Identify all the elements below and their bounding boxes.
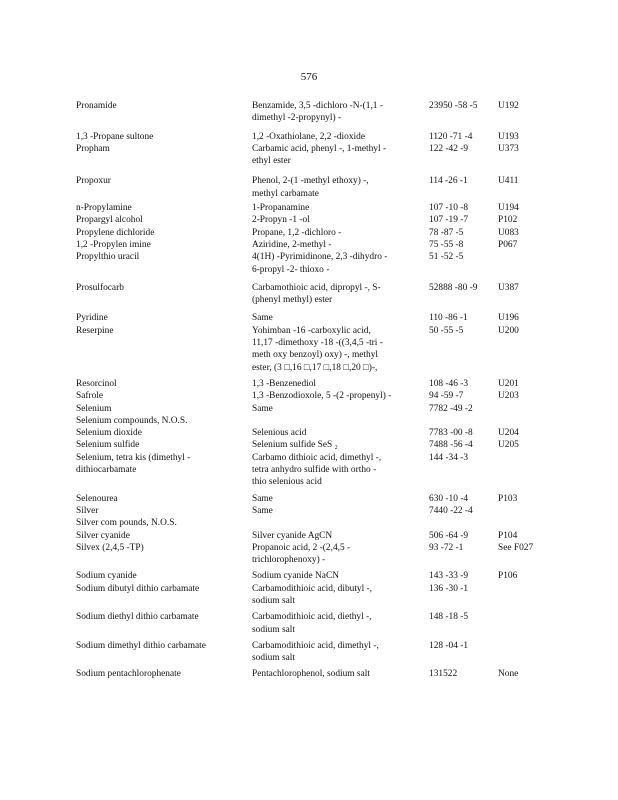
table-row [76, 493, 556, 505]
table-row [76, 542, 556, 571]
table-row [76, 452, 556, 493]
table-row [76, 227, 556, 239]
table-row [76, 403, 556, 415]
table-row [76, 668, 556, 680]
waste-code: U192 [498, 101, 519, 111]
table-row [76, 175, 556, 202]
waste-code: U193 [498, 131, 519, 142]
chemical-abstracts-name: Carbamo dithioic acid, dimethyl -, tetra anhydro sulfide with ortho - thio selenious acid [252, 452, 382, 488]
waste-code: U411 [498, 176, 519, 187]
substance-name: Propoxur [76, 176, 111, 187]
substance-name: 1,3 -Propane sultone [76, 131, 154, 142]
waste-code: U083 [498, 227, 519, 238]
substance-name: Pronamide [76, 101, 117, 111]
waste-code: U196 [498, 313, 519, 324]
chemical-abstracts-name: Carbamodithioic acid, dimethyl -, sodium salt [252, 640, 379, 664]
cas-number: 110 -86 -1 [429, 313, 468, 324]
chemical-abstracts-name: Carbamic acid, phenyl -, 1-methyl - ethyl ester [252, 143, 387, 167]
chemical-abstracts-name: Sodium cyanide NaCN [252, 571, 339, 582]
waste-code: U200 [498, 325, 519, 336]
table-row [76, 611, 556, 640]
cas-number: 7783 -00 -8 [429, 428, 473, 439]
waste-code: P102 [498, 215, 518, 226]
table-row [76, 131, 556, 143]
cas-number: 136 -30 -1 [429, 583, 469, 594]
chemical-abstracts-name: Carbamothioic acid, dipropyl -, S- (phenyl methyl) ester [252, 282, 381, 306]
chemical-abstracts-name: Propane, 1,2 -dichloro - [252, 227, 342, 238]
chemical-abstracts-name: Silver cyanide AgCN [252, 530, 333, 541]
substance-name: n-Propylamine [76, 203, 132, 214]
table-row [76, 390, 556, 402]
cas-number: 143 -33 -9 [429, 571, 469, 582]
substance-name: Propylene dichloride [76, 227, 155, 238]
cas-number: 93 -72 -1 [429, 542, 464, 553]
substance-name: Sodium cyanide [76, 571, 137, 582]
substance-name: Propham [76, 143, 110, 154]
substance-name: Silver cyanide [76, 530, 130, 541]
substance-name: Silvex (2,4,5 -TP) [76, 542, 144, 553]
table-row [76, 214, 556, 226]
table-row [76, 530, 556, 542]
cas-number: 107 -10 -8 [429, 203, 469, 214]
substance-name: Silver com pounds, N.O.S. [76, 518, 177, 529]
chemical-abstracts-name: Carbamodithioic acid, diethyl -, sodium salt [252, 612, 372, 635]
cas-number: 94 -59 -7 [429, 391, 464, 402]
waste-code: U204 [498, 428, 519, 439]
substance-name: Propargyl alcohol [76, 215, 143, 226]
table-row [76, 202, 556, 214]
cas-number: 23950 -58 -5 [429, 101, 478, 111]
chemical-abstracts-name: Same [252, 505, 273, 516]
substance-name: Selenourea [76, 493, 118, 504]
waste-code: U373 [498, 143, 519, 154]
waste-code: P103 [498, 493, 518, 504]
substance-name: Selenium sulfide [76, 440, 140, 451]
chemical-abstracts-name: Propanoic acid, 2 -(2,4,5 - trichlorophenoxy) - [252, 542, 351, 566]
table-row [76, 439, 556, 451]
chemical-abstracts-name: Carbamodithioic acid, dibutyl -, sodium salt [252, 583, 373, 606]
cas-number: 630 -10 -4 [429, 493, 469, 504]
waste-code: U387 [498, 282, 519, 293]
page-number: 576 [300, 71, 318, 83]
waste-code: U203 [498, 391, 519, 402]
table-row [76, 583, 556, 612]
cas-number: 75 -55 -8 [429, 239, 464, 250]
cas-number: 114 -26 -1 [429, 176, 468, 187]
substance-name: Prosulfocarb [76, 282, 124, 293]
substance-name: 1,2 -Propylen imine [76, 239, 151, 250]
cas-number: 131522 [429, 669, 458, 680]
chemical-abstracts-name: Selenium sulfide SeS ₂ [252, 440, 338, 451]
chemical-abstracts-name: 1,3 -Benzodioxole, 5 -(2 -propenyl) - [252, 391, 392, 402]
cas-number: 1120 -71 -4 [429, 131, 473, 142]
chemical-abstracts-name: 2-Propyn -1 -ol [252, 215, 310, 226]
cas-number: 144 -34 -3 [429, 452, 469, 463]
chemical-abstracts-name: Same [252, 493, 273, 504]
chemical-abstracts-name: 4(1H) -Pyrimidinone, 2,3 -dihydro - 6-propyl -2- thioxo - [252, 252, 388, 275]
table-row [76, 312, 556, 324]
substance-name: Safrole [76, 391, 104, 402]
cas-number: 52888 -80 -9 [429, 282, 478, 293]
chemical-abstracts-name: 1-Propanamine [252, 203, 310, 214]
substance-name: Sodium pentachlorophenate [76, 669, 181, 680]
chemical-abstracts-name: Selenious acid [252, 428, 307, 439]
waste-code: U194 [498, 203, 519, 214]
table-row [76, 505, 556, 517]
table-row [76, 325, 556, 378]
table-row [76, 415, 556, 427]
table-row [76, 517, 556, 529]
chemical-abstracts-name: Phenol, 2-(1 -methyl ethoxy) -, methyl carbamate [252, 176, 369, 199]
waste-code: P106 [498, 571, 518, 582]
cas-number: 108 -46 -3 [429, 378, 469, 389]
substance-name: Reserpine [76, 325, 114, 336]
waste-code: U201 [498, 378, 519, 389]
cas-number: 148 -18 -5 [429, 612, 469, 623]
cas-number: 7440 -22 -4 [429, 505, 473, 516]
table-row [76, 143, 556, 176]
table-row [76, 378, 556, 390]
substance-name: Resorcinol [76, 378, 117, 389]
table-row [76, 570, 556, 582]
substance-name: Selenium [76, 403, 112, 414]
chemical-abstracts-name: Benzamide, 3,5 -dichloro -N-(1,1 - dimethyl -2-propynyl) - [252, 101, 383, 124]
cas-number: 128 -04 -1 [429, 640, 469, 651]
table-row [76, 282, 556, 313]
substance-name: Silver [76, 505, 99, 516]
cas-number: 51 -52 -5 [429, 252, 464, 263]
waste-code: P104 [498, 530, 518, 541]
chemical-abstracts-name: Same [252, 313, 273, 324]
chemical-abstracts-name: Same [252, 403, 273, 414]
waste-code: See F027 [498, 542, 534, 553]
chemical-abstracts-name: 1,2 -Oxathiolane, 2,2 -dioxide [252, 131, 365, 142]
chemical-abstracts-name: Yohimban -16 -carboxylic acid, 11,17 -dimethoxy -18 -((3,4,5 -tri - meth oxy benzoyl) oxy) -, methyl ester, (3 □,16 □,17 □,18 □,20 □)-, [252, 325, 383, 373]
chemical-abstracts-name: Pentachlorophenol, sodium salt [252, 669, 370, 680]
substance-name: Selenium compounds, N.O.S. [76, 415, 188, 426]
table-row [76, 251, 556, 282]
substance-name: Selenium dioxide [76, 428, 142, 439]
chemical-abstracts-name: Aziridine, 2-methyl - [252, 239, 332, 250]
chemical-abstracts-name: 1,3 -Benzenediol [252, 378, 317, 389]
cas-number: 506 -64 -9 [429, 530, 469, 541]
hazardous-waste-table [76, 100, 556, 681]
cas-number: 78 -87 -5 [429, 227, 464, 238]
cas-number: 7782 -49 -2 [429, 403, 473, 414]
cas-number: 7488 -56 -4 [429, 440, 473, 451]
substance-name: Selenium, tetra kis (dimethyl - dithiocarbamate [76, 452, 191, 476]
table-row [76, 100, 556, 131]
substance-name: Sodium diethyl dithio carbamate [76, 612, 199, 623]
cas-number: 50 -55 -5 [429, 325, 464, 336]
table-row [76, 239, 556, 251]
table-row [76, 427, 556, 439]
waste-code: None [498, 669, 519, 680]
cas-number: 107 -19 -7 [429, 215, 469, 226]
substance-name: Propylthio uracil [76, 252, 140, 263]
waste-code: U205 [498, 440, 519, 451]
substance-name: Sodium dimethyl dithio carbamate [76, 640, 206, 651]
table-row [76, 640, 556, 669]
substance-name: Sodium dibutyl dithio carbamate [76, 583, 200, 594]
substance-name: Pyridine [76, 313, 108, 324]
cas-number: 122 -42 -9 [429, 143, 469, 154]
waste-code: P067 [498, 239, 518, 250]
